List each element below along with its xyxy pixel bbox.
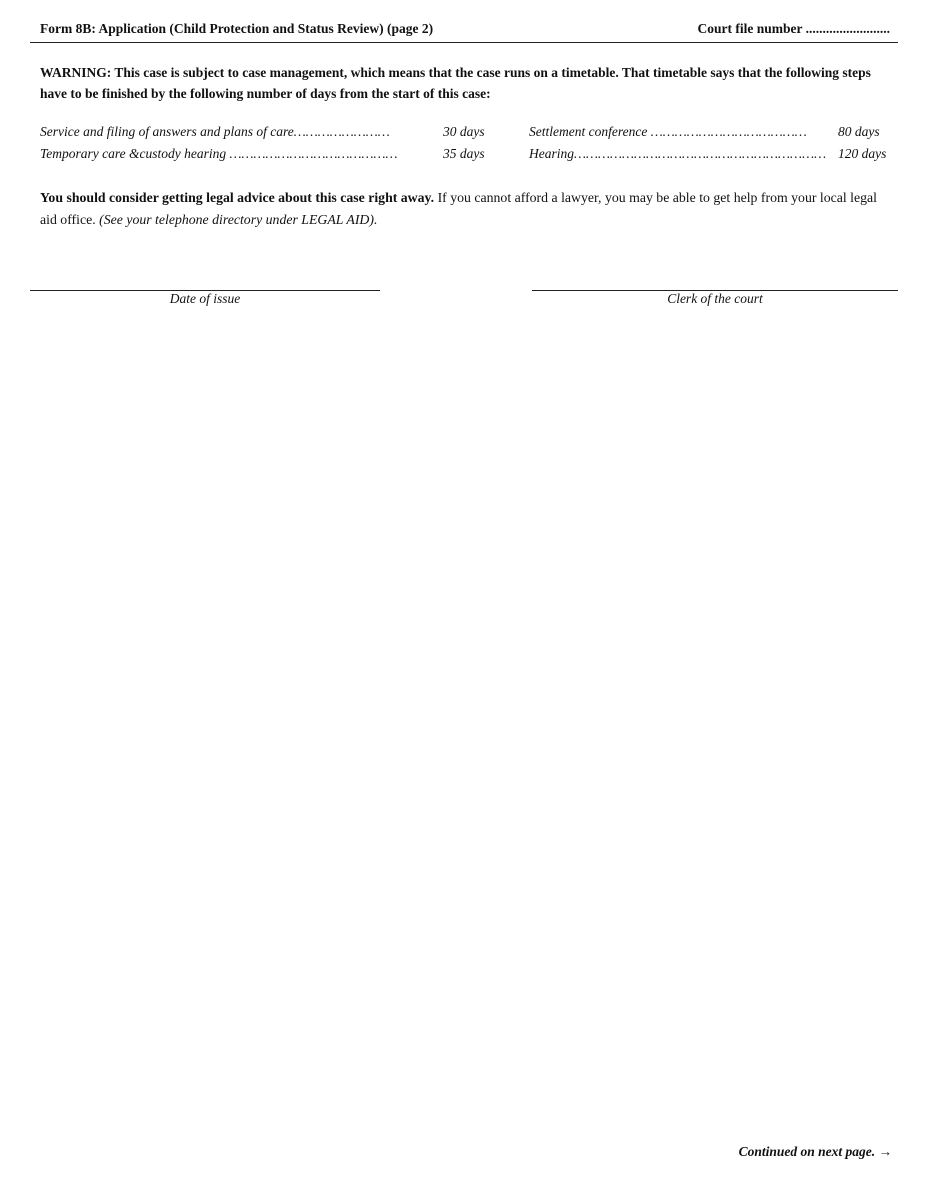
- timetable-step-label: Temporary care &custody hearing ……………………………………: [40, 146, 398, 161]
- court-file-number: Court file number .........................: [697, 21, 890, 36]
- legal-advice-text: If you cannot afford a lawyer, you may be able to get help from your local legal aid office.: [40, 190, 877, 227]
- case-timetable: [40, 124, 890, 168]
- form-title: Form 8B: Application (Child Protection and Status Review) (page 2): [40, 21, 434, 36]
- case-management-warning: WARNING: This case is subject to case management, which means that the case runs on a timetable. That timetable says that the following steps have to be finished by the following number of days from the start of this case:: [40, 65, 871, 101]
- legal-advice-bold: You should consider getting legal advice about this case right away.: [40, 190, 435, 205]
- timetable-row: [40, 124, 890, 146]
- timetable-step-label: Service and filing of answers and plans of care……………………: [40, 124, 390, 139]
- clerk-of-court-label: Clerk of the court: [667, 291, 763, 306]
- continued-next-page: Continued on next page. →: [738, 1144, 892, 1159]
- page-header: [30, 20, 898, 43]
- timetable-step-days: 120 days: [838, 146, 887, 161]
- timetable-row: [40, 146, 890, 168]
- timetable-step-days: 30 days: [443, 124, 485, 139]
- timetable-step-days: 80 days: [838, 124, 880, 139]
- timetable-step-days: 35 days: [443, 146, 485, 161]
- legal-advice-paragraph: [40, 187, 892, 231]
- timetable-step-label: Settlement conference …………………………………: [529, 124, 807, 139]
- date-of-issue-label: Date of issue: [169, 291, 241, 306]
- legal-aid-reference: (See your telephone directory under LEGAL AID).: [99, 212, 378, 227]
- timetable-step-label: Hearing………………………………………………………: [529, 146, 827, 161]
